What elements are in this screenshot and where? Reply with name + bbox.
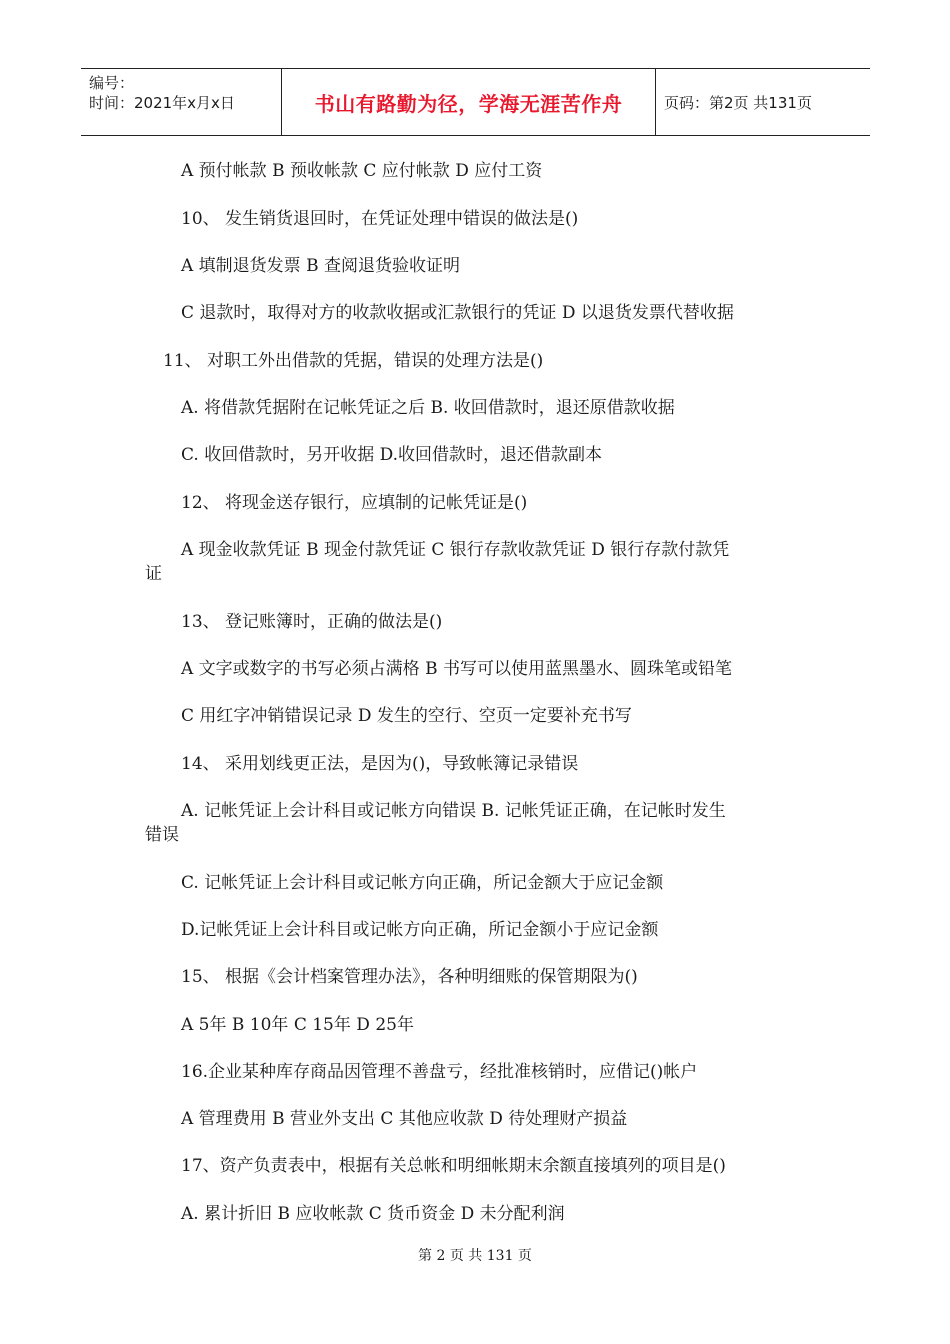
- option-line-wrap: 错误: [145, 825, 179, 845]
- question-line: 12、 将现金送存银行，应填制的记帐凭证是(): [181, 493, 528, 513]
- document-number-label: 编号：: [89, 74, 135, 92]
- option-line-wrap: 证: [145, 564, 162, 584]
- question-line: 10、 发生销货退回时，在凭证处理中错误的做法是(): [181, 209, 579, 229]
- option-line: A 管理费用 B 营业外支出 C 其他应收款 D 待处理财产损益: [181, 1109, 628, 1129]
- option-line: D.记帐凭证上会计科目或记帐方向正确，所记金额小于应记金额: [181, 920, 659, 940]
- option-line: A 填制退货发票 B 查阅退货验收证明: [181, 256, 460, 276]
- document-time: 时间：2021年x月x日: [89, 94, 235, 112]
- option-line: A 现金收款凭证 B 现金付款凭证 C 银行存款收款凭证 D 银行存款付款凭: [181, 540, 730, 560]
- option-line: C 退款时，取得对方的收款收据或汇款银行的凭证 D 以退货发票代替收据: [181, 303, 734, 323]
- page-footer: 第 2 页 共 131 页: [418, 1248, 532, 1264]
- option-line: A 预付帐款 B 预收帐款 C 应付帐款 D 应付工资: [181, 161, 543, 181]
- option-line: A 5年 B 10年 C 15年 D 25年: [181, 1015, 414, 1035]
- header-meta: [81, 69, 282, 135]
- header-motto-cell: [282, 69, 656, 135]
- option-line: A. 累计折旧 B 应收帐款 C 货币资金 D 未分配利润: [181, 1204, 565, 1224]
- question-line: 13、 登记账簿时，正确的做法是(): [181, 612, 443, 632]
- option-line: C. 收回借款时，另开收据 D.收回借款时，退还借款副本: [181, 445, 603, 465]
- page-header: [81, 68, 870, 136]
- option-line: A. 将借款凭据附在记帐凭证之后 B. 收回借款时，退还原借款收据: [181, 398, 675, 418]
- question-line: 11、 对职工外出借款的凭据，错误的处理方法是(): [163, 351, 544, 371]
- question-line: 15、 根据《会计档案管理办法》，各种明细账的保管期限为(): [181, 967, 638, 987]
- option-line: C 用红字冲销错误记录 D 发生的空行、空页一定要补充书写: [181, 706, 632, 726]
- option-line: A 文字或数字的书写必须占满格 B 书写可以使用蓝黑墨水、圆珠笔或铅笔: [181, 659, 732, 679]
- option-line: C. 记帐凭证上会计科目或记帐方向正确，所记金额大于应记金额: [181, 873, 664, 893]
- question-line: 16.企业某种库存商品因管理不善盘亏，经批准核销时，应借记()帐户: [181, 1062, 698, 1082]
- motto: 书山有路勤为径，学海无涯苦作舟: [314, 91, 623, 116]
- header-page-cell: [656, 69, 870, 135]
- page-info: 页码：第2页 共131页: [664, 93, 812, 112]
- option-line: A. 记帐凭证上会计科目或记帐方向错误 B. 记帐凭证正确，在记帐时发生: [181, 801, 726, 821]
- question-line: 17、资产负责表中，根据有关总帐和明细帐期末余额直接填列的项目是(): [181, 1156, 726, 1176]
- question-line: 14、 采用划线更正法，是因为()，导致帐簿记录错误: [181, 754, 579, 774]
